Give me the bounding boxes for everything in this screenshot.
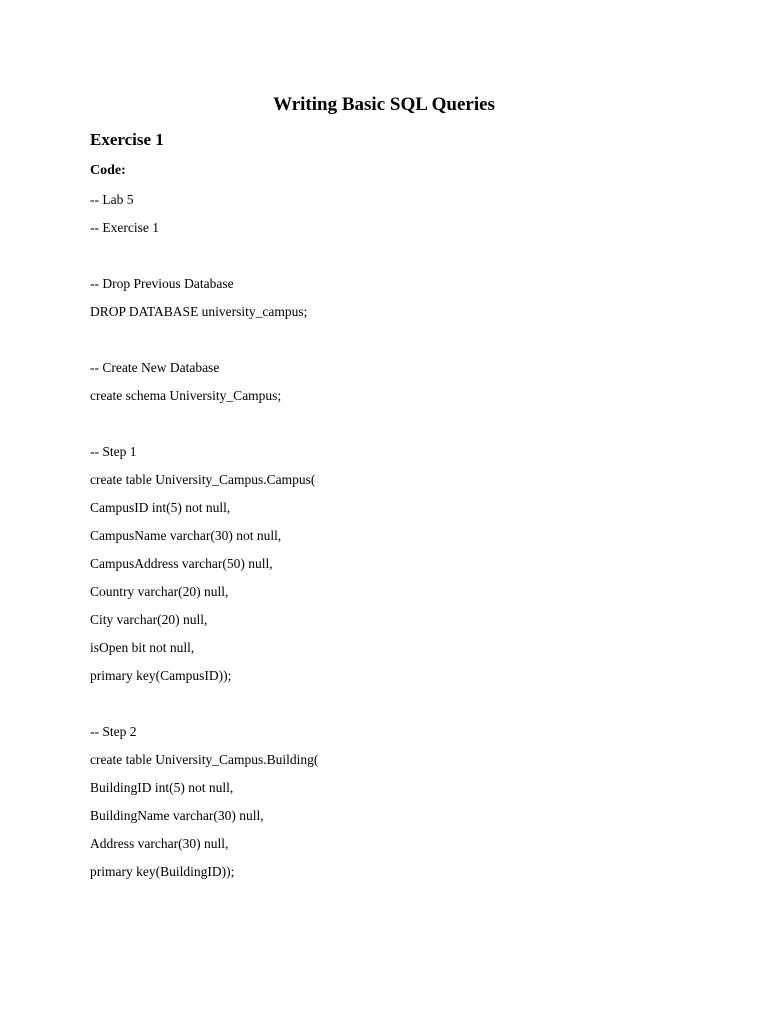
code-line: -- Drop Previous Database <box>90 276 234 291</box>
code-line: BuildingName varchar(30) null, <box>90 808 264 823</box>
code-blank-line <box>90 326 690 354</box>
code-line: -- Create New Database <box>90 360 220 375</box>
code-line: primary key(CampusID)); <box>90 668 232 683</box>
code-line: primary key(BuildingID)); <box>90 864 235 879</box>
code-line: create table University_Campus.Building( <box>90 752 319 767</box>
code-line: isOpen bit not null, <box>90 640 195 655</box>
code-line: -- Step 2 <box>90 724 137 739</box>
code-line: create schema University_Campus; <box>90 388 282 403</box>
code-line: BuildingID int(5) not null, <box>90 780 234 795</box>
code-label: Code: <box>90 163 126 178</box>
code-line: -- Step 1 <box>90 444 137 459</box>
code-line: Address varchar(30) null, <box>90 836 229 851</box>
section-heading: Exercise 1 <box>90 130 164 149</box>
code-line: -- Lab 5 <box>90 192 134 207</box>
code-line: -- Exercise 1 <box>90 220 159 235</box>
code-line: create table University_Campus.Campus( <box>90 472 316 487</box>
code-blank-line <box>90 410 690 438</box>
code-blank-line <box>90 242 690 270</box>
code-line: CampusAddress varchar(50) null, <box>90 556 273 571</box>
code-blank-line <box>90 690 690 718</box>
code-line: City varchar(20) null, <box>90 612 208 627</box>
code-line: CampusID int(5) not null, <box>90 500 231 515</box>
code-line: DROP DATABASE university_campus; <box>90 304 308 319</box>
code-block <box>90 186 690 886</box>
code-line: CampusName varchar(30) not null, <box>90 528 282 543</box>
document-title: Writing Basic SQL Queries <box>273 94 495 115</box>
code-line: Country varchar(20) null, <box>90 584 229 599</box>
